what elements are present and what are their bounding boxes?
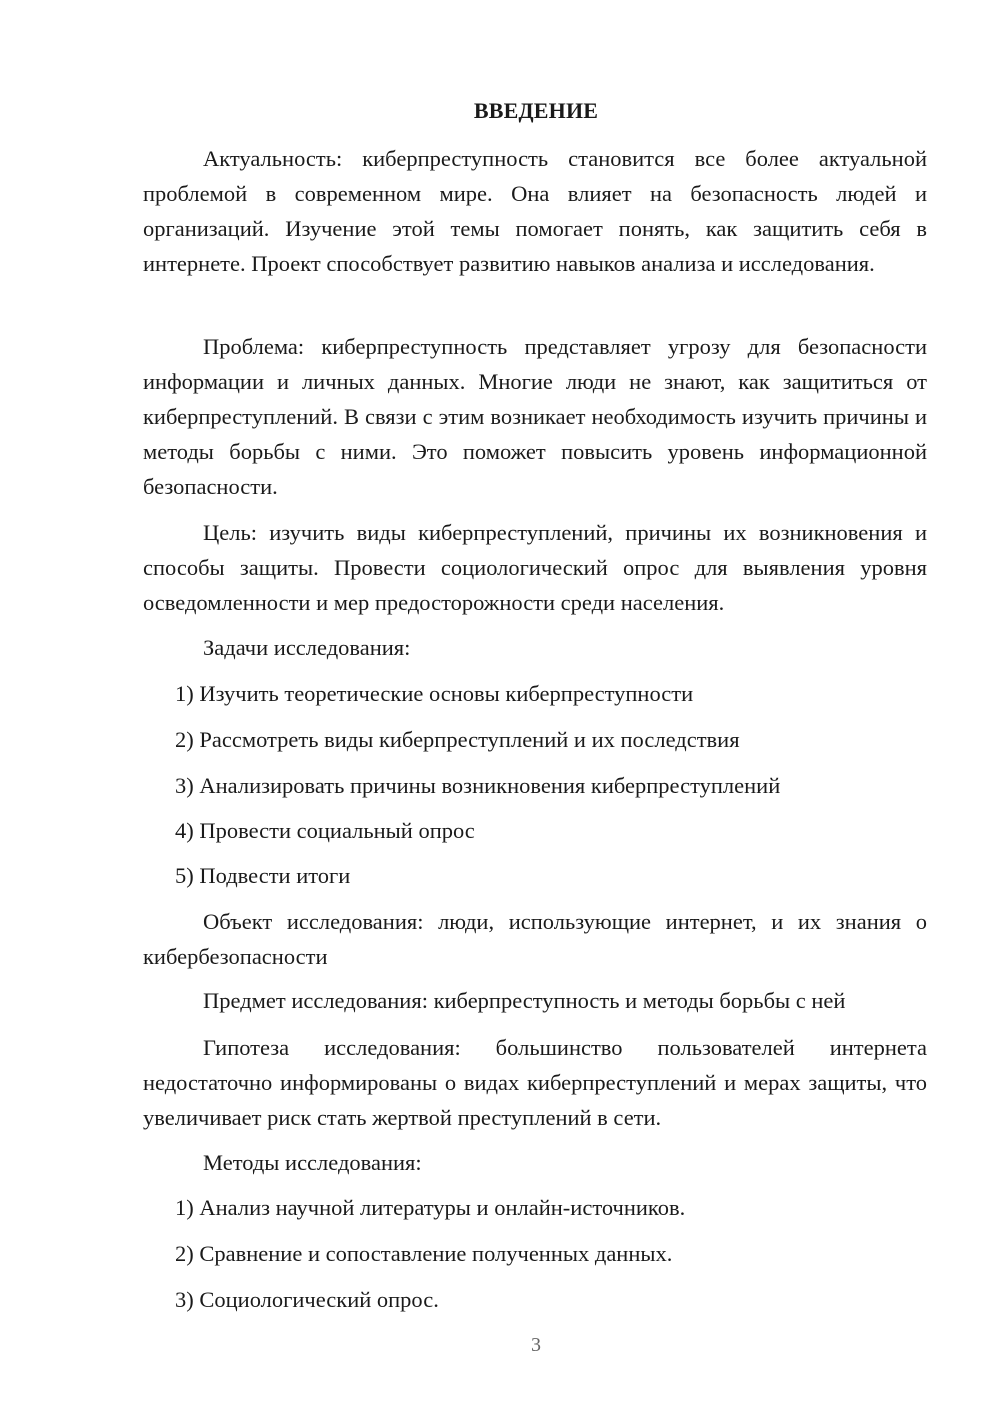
- problem-paragraph: Проблема: киберпреступность представляет угрозу для безопасности информации и личных данных. Многие люди не знают, как защититься от киберпреступлений. В связи с этим возникает необходимость изучить причины и методы борьбы с ними. Это поможет повысить уровень информационной безопасности.: [143, 334, 927, 499]
- subject-paragraph: Предмет исследования: киберпреступность и методы борьбы с ней: [203, 988, 846, 1013]
- task-item: 3) Анализировать причины возникновения киберпреступлений: [175, 773, 781, 798]
- task-item: 2) Рассмотреть виды киберпреступлений и их последствия: [175, 727, 740, 752]
- methods-heading: Методы исследования:: [203, 1150, 422, 1175]
- task-item: 1) Изучить теоретические основы киберпреступности: [175, 681, 694, 706]
- object-paragraph: Объект исследования: люди, использующие интернет, и их знания о кибербезопасности: [143, 909, 927, 969]
- tasks-heading: Задачи исследования:: [203, 635, 411, 660]
- hypothesis-paragraph: Гипотеза исследования: большинство пользователей интернета недостаточно информированы о видах киберпреступлений и мерах защиты, что увеличивает риск стать жертвой преступлений в сети.: [143, 1035, 927, 1130]
- page-title: ВВЕДЕНИЕ: [473, 98, 599, 123]
- page-number: 3: [531, 1334, 541, 1356]
- task-item: 5) Подвести итоги: [175, 863, 351, 888]
- method-item: 2) Сравнение и сопоставление полученных данных.: [175, 1241, 673, 1266]
- goal-paragraph: Цель: изучить виды киберпреступлений, причины их возникновения и способы защиты. Провести социологический опрос для выявления уровня осведомленности и мер предосторожности среди населения.: [143, 520, 927, 615]
- method-item: 3) Социологический опрос.: [175, 1287, 439, 1312]
- method-item: 1) Анализ научной литературы и онлайн-источников.: [175, 1195, 686, 1220]
- task-item: 4) Провести социальный опрос: [175, 818, 475, 843]
- relevance-paragraph: Актуальность: киберпреступность становится все более актуальной проблемой в современном мире. Она влияет на безопасность людей и организаций. Изучение этой темы помогает понять, как защитить себя в интернете. Проект способствует развитию навыков анализа и исследования.: [143, 146, 927, 276]
